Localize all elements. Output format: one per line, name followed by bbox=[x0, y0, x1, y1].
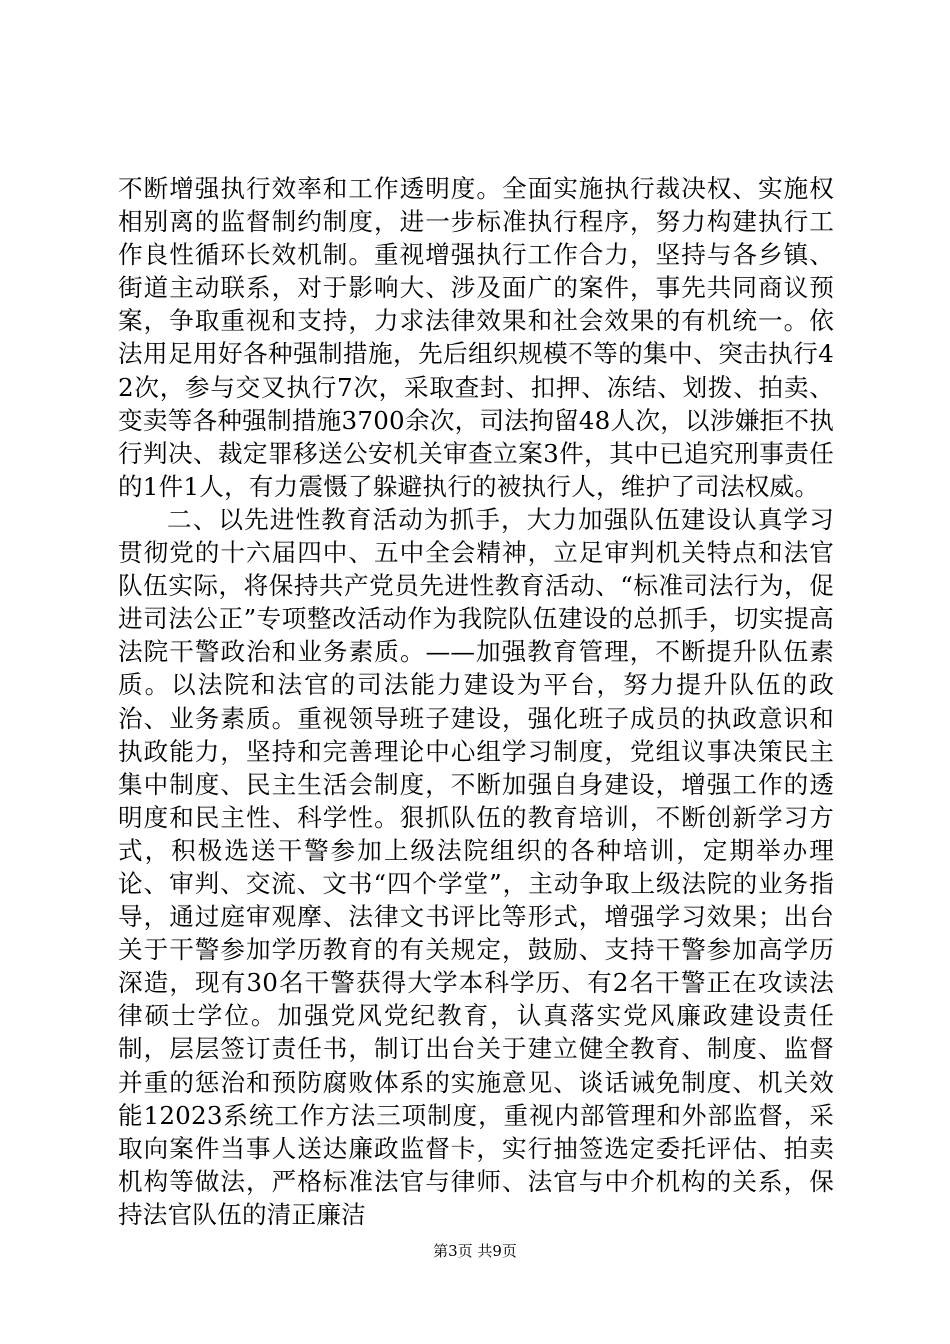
paragraph-team-building: 二、以先进性教育活动为抓手，大力加强队伍建设认真学习贯彻党的十六届四中、五中全会精神，立足审判机关特点和法官队伍实际，将保持共产党员先进性教育活动、“标准司法行为，促进司法公正”专项整改活动作为我院队伍建设的总抓手，切实提高法院干警政治和业务素质。——加强教育管理，不断提升队伍素质。以法院和法官的司法能力建设为平台，努力提升队伍的政治、业务素质。重视领导班子建设，强化班子成员的执政意识和执政能力，坚持和完善理论中心组学习制度，党组议事决策民主集中制度、民主生活会制度，不断加强自身建设，增强工作的透明度和民主性、科学性。狠抓队伍的教育培训，不断创新学习方式，积极选送干警参加上级法院组织的各种培训，定期举办理论、审判、交流、文书“四个学堂”，主动争取上级法院的业务指导，通过庭审观摩、法律文书评比等形式，增强学习效果；出台关于干警参加学历教育的有关规定，鼓励、支持干警参加高学历深造，现有30名干警获得大学本科学历、有2名干警正在攻读法律硕士学位。加强党风党纪教育，认真落实党风廉政建设责任制，层层签订责任书，制订出台关于建立健全教育、制度、监督并重的惩治和预防腐败体系的实施意见、谈话诫免制度、机关效能12023系统工作方法三项制度，重视内部管理和外部监督，采取向案件当事人送达廉政监督卡，实行抽签选定委托评估、拍卖机构等做法，严格标准法官与律师、法官与中介机构的关系，保持法官队伍的清正廉洁 bbox=[118, 504, 834, 1229]
paragraph-execution: 不断增强执行效率和工作透明度。全面实施执行裁决权、实施权相别离的监督制约制度，进一步标准执行程序，努力构建执行工作良性循环长效机制。重视增强执行工作合力，坚持与各乡镇、街道主动联系，对于影响大、涉及面广的案件，事先共同商议预案，争取重视和支持，力求法律效果和社会效果的有机统一。依法用足用好各种强制措施，先后组织规模不等的集中、突击执行42次，参与交叉执行7次，采取查封、扣押、冻结、划拨、拍卖、变卖等各种强制措施3700余次，司法拘留48人次，以涉嫌拒不执行判决、裁定罪移送公安机关审查立案3件，其中已追究刑事责任的1件1人，有力震慑了躲避执行的被执行人，维护了司法权威。 bbox=[118, 174, 834, 501]
document-body bbox=[118, 172, 834, 1231]
page-number-footer: 第3页 共9页 bbox=[433, 1242, 517, 1260]
